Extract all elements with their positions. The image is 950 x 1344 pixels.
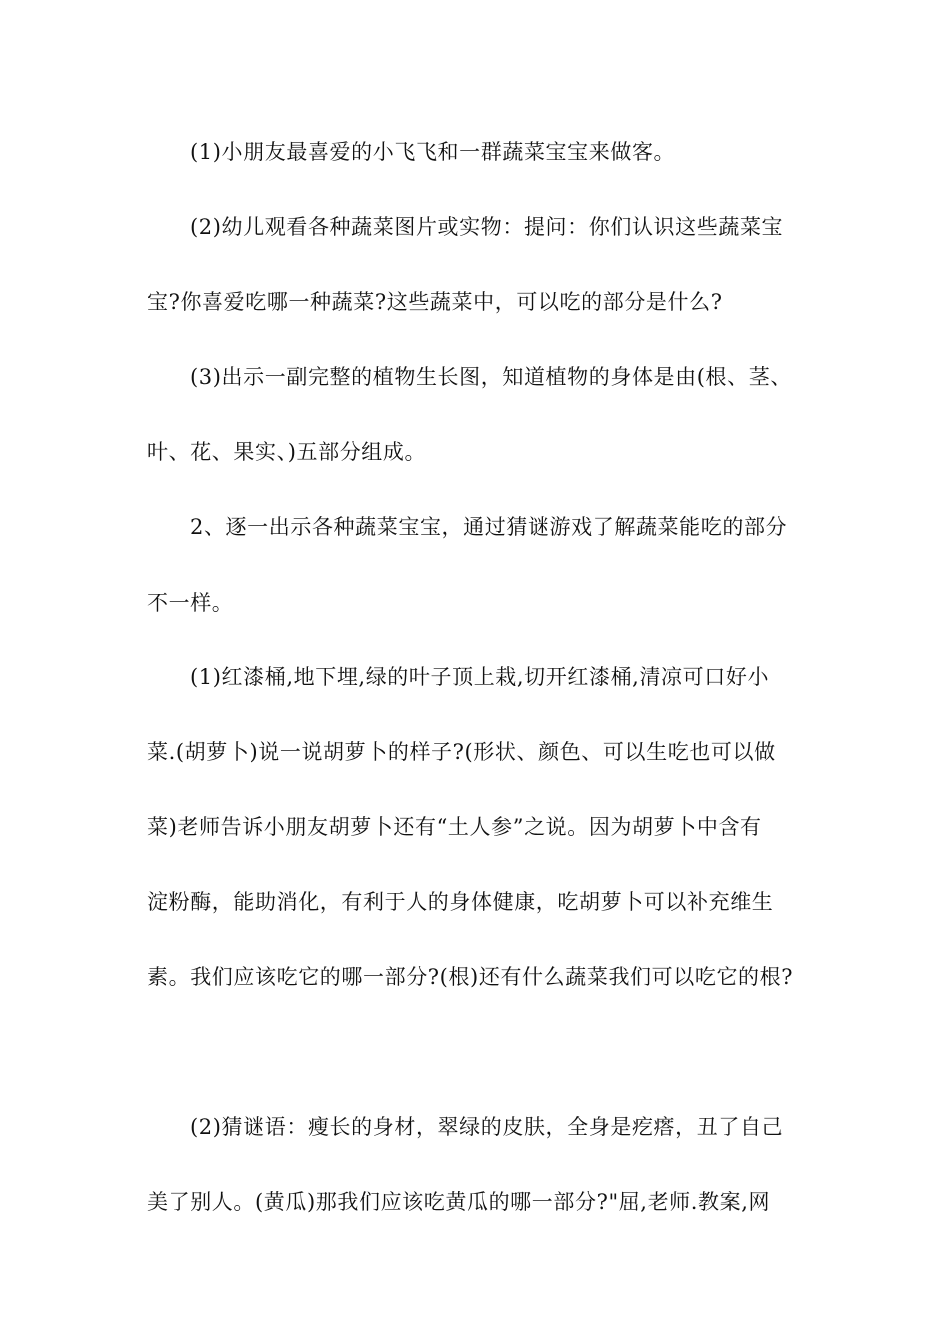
paragraph-line: 2、逐一出示各种蔬菜宝宝，通过猜谜游戏了解蔬菜能吃的部分: [190, 515, 788, 539]
paragraph-line: 素。我们应该吃它的哪一部分?(根)还有什么蔬菜我们可以吃它的根?: [147, 965, 794, 989]
paragraph-line: 宝?你喜爱吃哪一种蔬菜?这些蔬菜中，可以吃的部分是什么?: [147, 290, 723, 314]
paragraph-line: (3)出示一副完整的植物生长图，知道植物的身体是由(根、茎、: [190, 365, 792, 389]
paragraph-line: 叶、花、果实、)五部分组成。: [147, 440, 427, 464]
paragraph-line: (1)小朋友最喜爱的小飞飞和一群蔬菜宝宝来做客。: [190, 140, 676, 164]
paragraph-line: 不一样。: [147, 591, 234, 615]
paragraph-line: (2)幼儿观看各种蔬菜图片或实物：提问：你们认识这些蔬菜宝: [190, 215, 784, 239]
paragraph-line: (2)猜谜语：瘦长的身材，翠绿的皮肤，全身是疙瘩，丑了自己: [190, 1115, 784, 1139]
paragraph-line: 菜)老师告诉小朋友胡萝卜还有“土人参”之说。因为胡萝卜中含有: [147, 815, 762, 839]
paragraph-line: 淀粉酶，能助消化，有利于人的身体健康，吃胡萝卜可以补充维生: [147, 890, 774, 914]
paragraph-line: 菜.(胡萝卜)说一说胡萝卜的样子?(形状、颜色、可以生吃也可以做: [147, 740, 776, 764]
paragraph-line: (1)红漆桶,地下埋,绿的叶子顶上栽,切开红漆桶,清凉可口好小: [190, 665, 770, 689]
paragraph-line: 美了别人。(黄瓜)那我们应该吃黄瓜的哪一部分?"屈,老师.教案,网: [147, 1190, 771, 1214]
